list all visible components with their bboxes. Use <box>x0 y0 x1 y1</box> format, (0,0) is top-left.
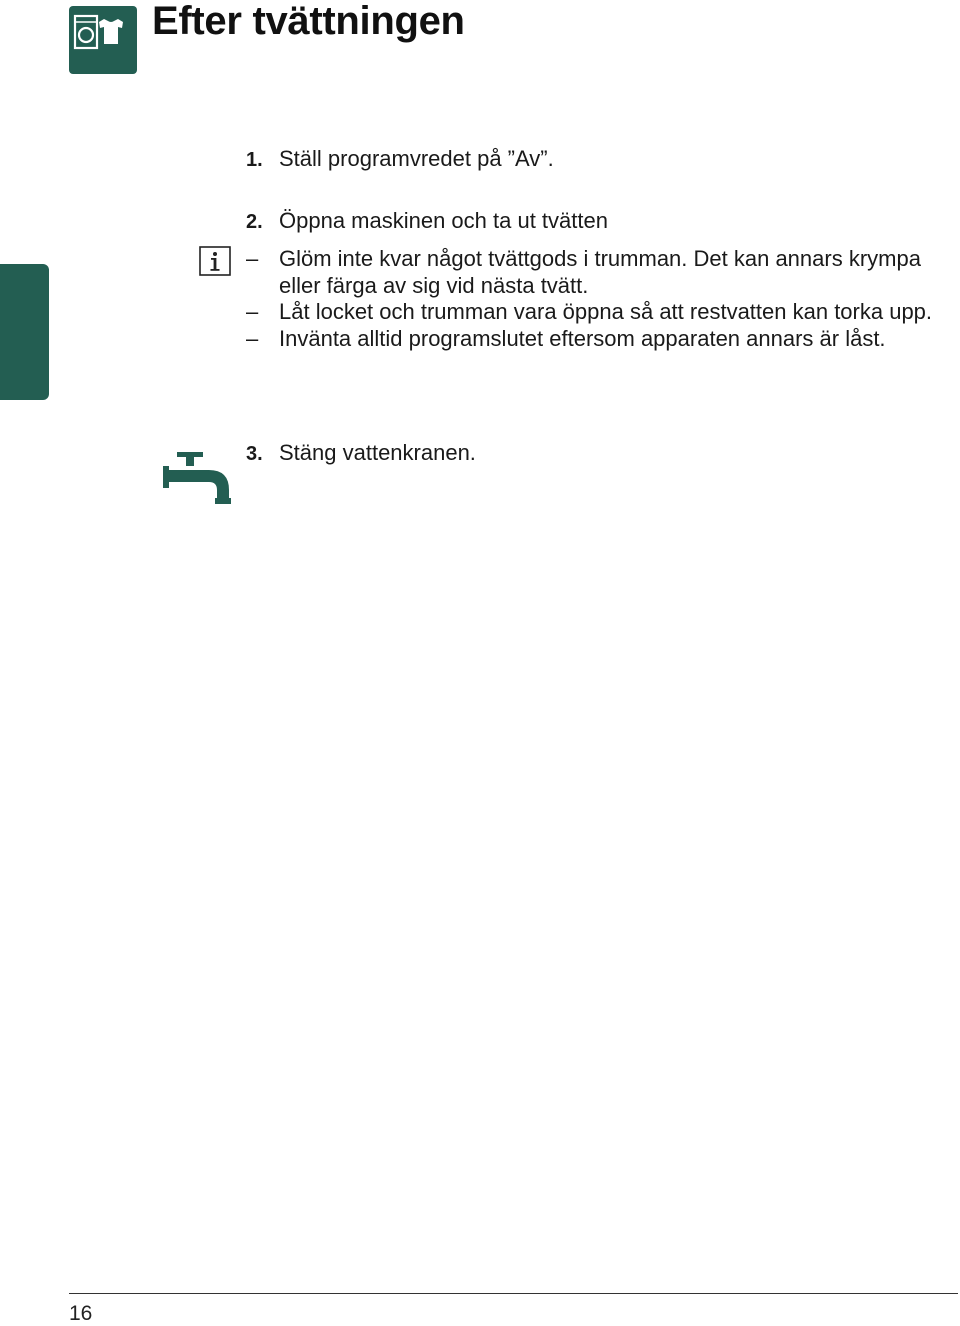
note-text: Invänta alltid programslutet eftersom apparaten annars är låst. <box>279 325 886 351</box>
step-3 <box>246 440 476 467</box>
bullet-dash: – <box>246 299 259 324</box>
washing-machine-shirt-icon <box>69 6 137 74</box>
list-item <box>246 326 936 353</box>
water-tap-icon <box>163 452 235 513</box>
note-text: Glöm inte kvar något tvättgods i trumman. Det kan annars krympa eller färga av sig vid nästa tvätt. <box>279 246 921 298</box>
info-icon <box>199 246 231 281</box>
step-text: Öppna maskinen och ta ut tvätten <box>279 208 608 233</box>
page-number: 16 <box>69 1302 93 1325</box>
list-item <box>246 246 936 299</box>
notes-list <box>246 246 936 352</box>
page-title: Efter tvättningen <box>152 0 465 43</box>
step-text: Stäng vattenkranen. <box>279 440 476 465</box>
step-number: 3. <box>246 443 263 465</box>
bullet-dash: – <box>246 246 259 271</box>
chapter-tab <box>0 264 49 400</box>
note-text: Låt locket och trumman vara öppna så att restvatten kan torka upp. <box>279 299 933 324</box>
step-number: 2. <box>246 211 263 233</box>
step-text: Ställ programvredet på ”Av”. <box>279 146 554 171</box>
bullet-dash: – <box>246 325 259 351</box>
list-item <box>246 299 936 326</box>
step-number: 1. <box>246 149 263 171</box>
step-1 <box>246 146 554 173</box>
footer-divider <box>69 1293 958 1294</box>
step-2 <box>246 208 608 235</box>
